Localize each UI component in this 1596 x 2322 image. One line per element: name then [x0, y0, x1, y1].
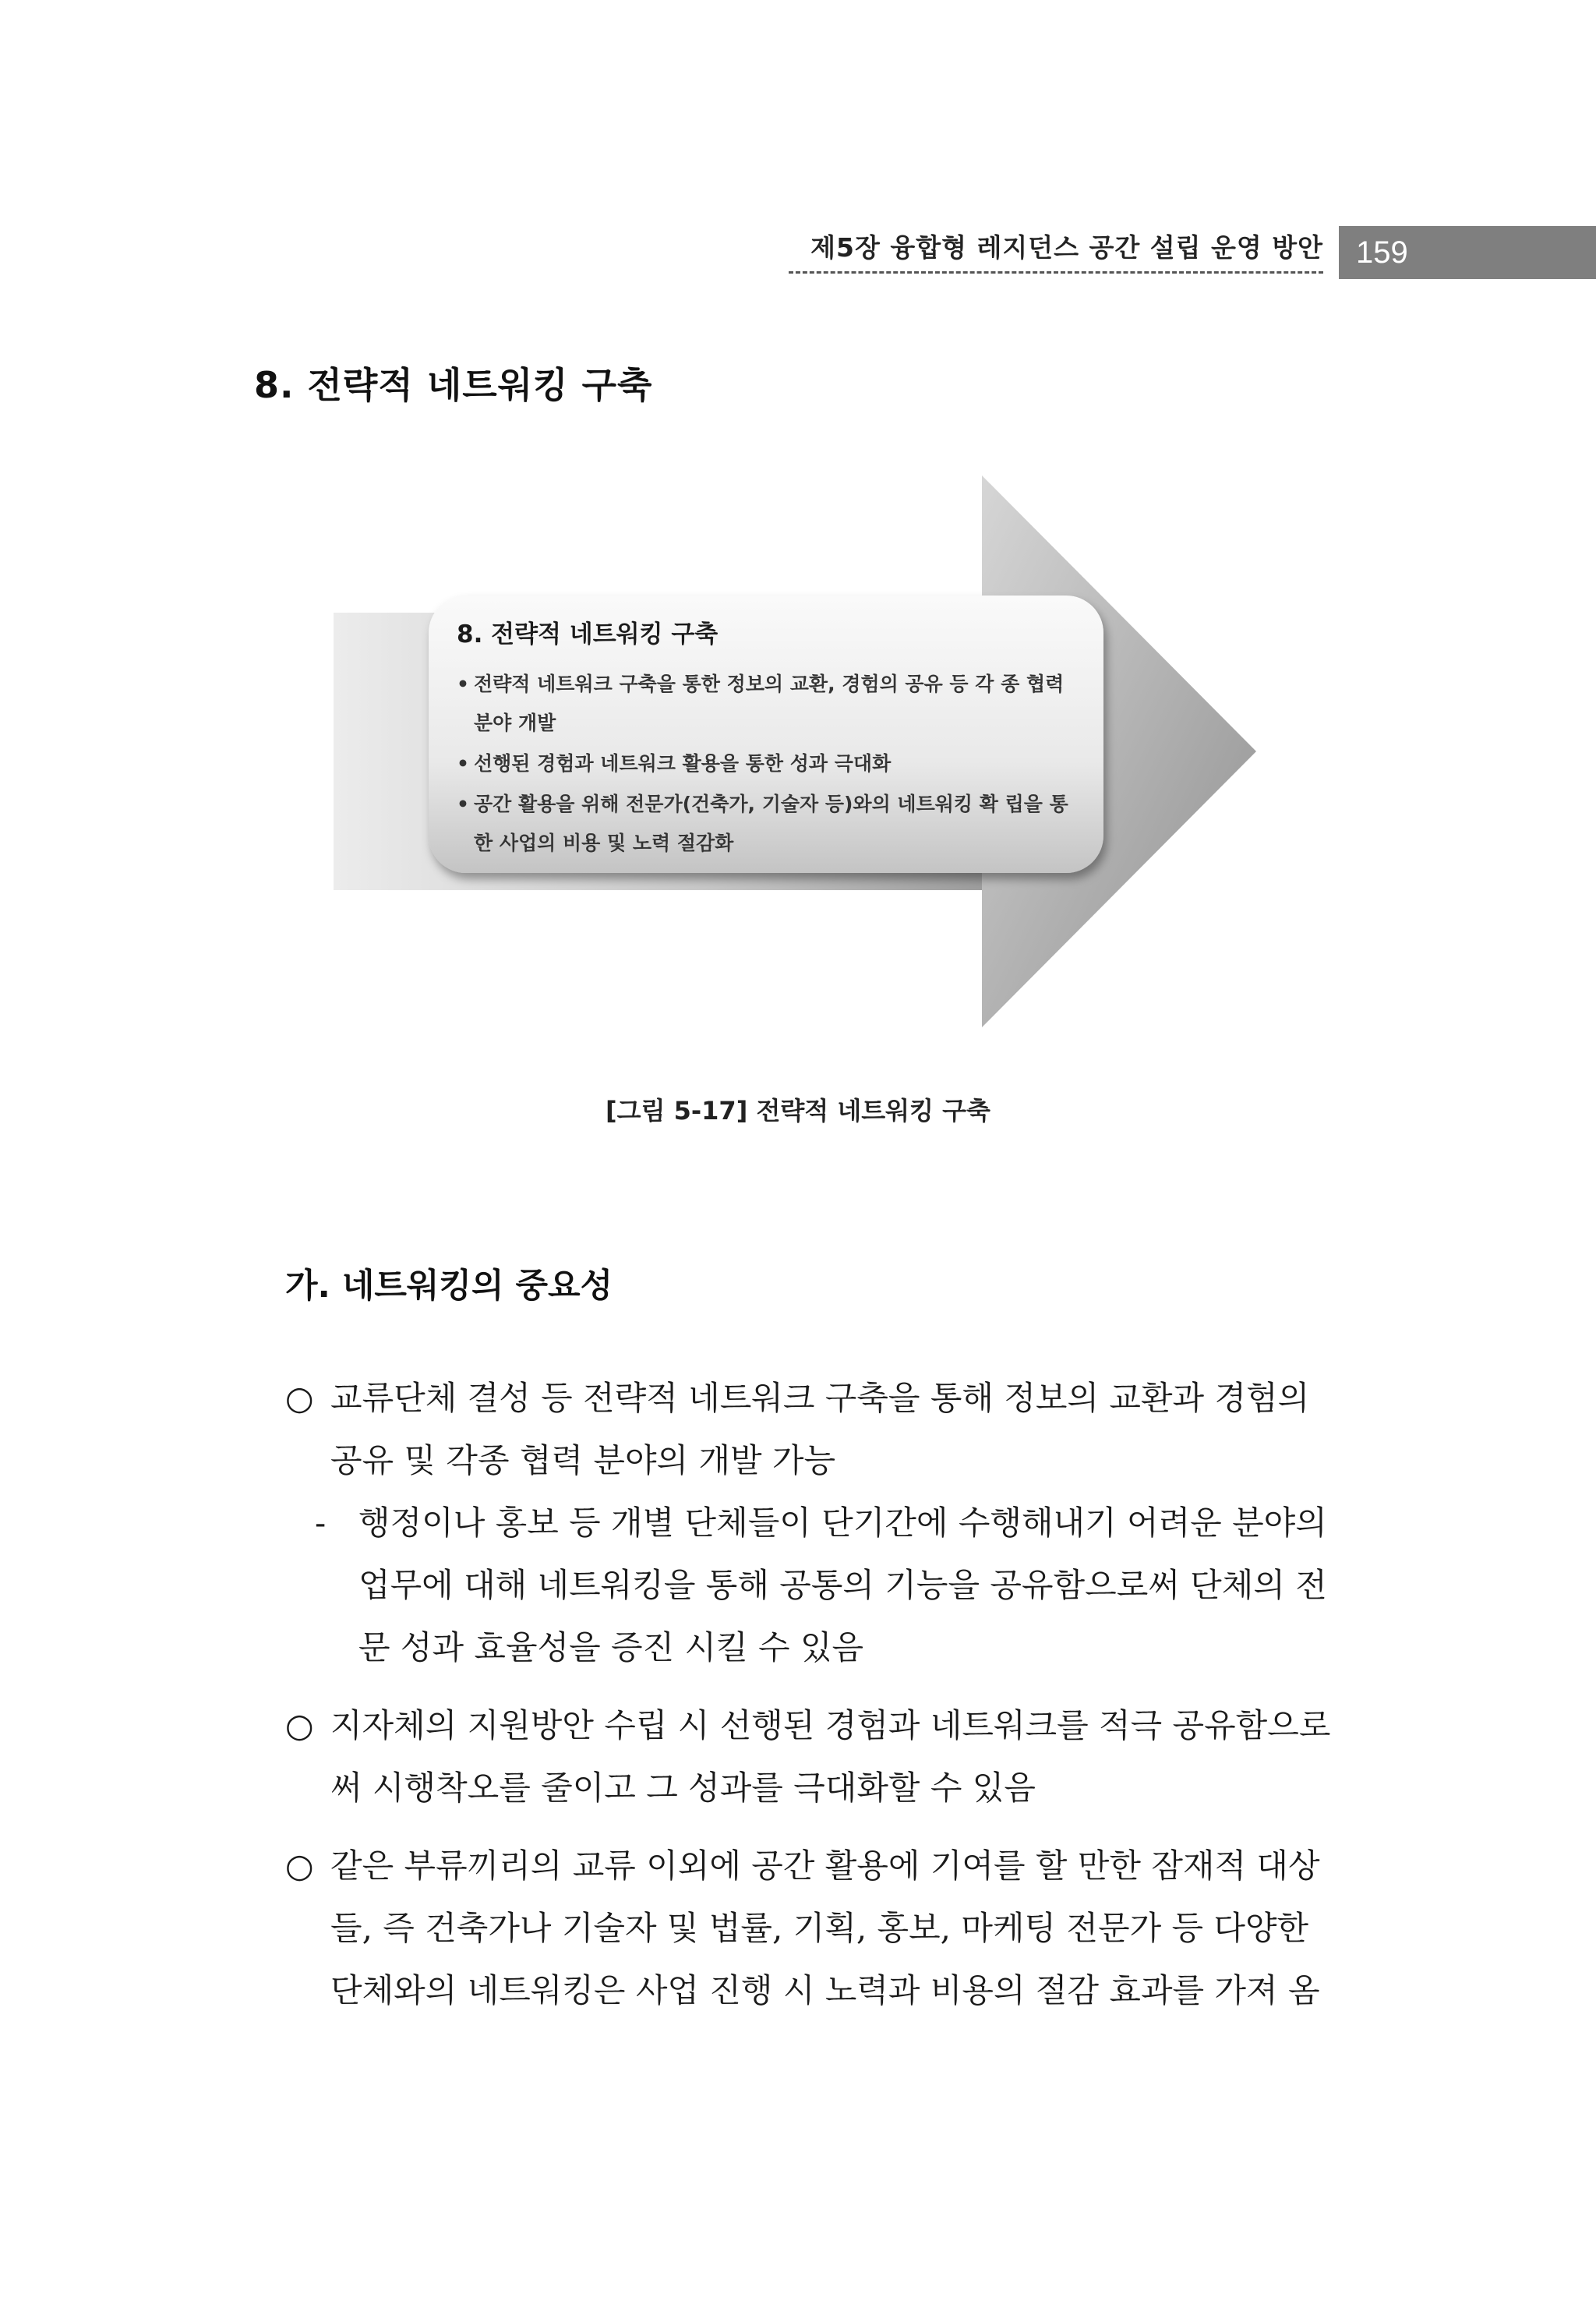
figure-bullet-item [457, 785, 1072, 863]
figure-bullet-item [457, 665, 1072, 743]
figure-strategic-networking [327, 468, 1262, 1037]
paragraph-text: 지자체의 지원방안 수립 시 선행된 경험과 네트워크를 적극 공유함으로써 시행착오를 줄이고 그 성과를 극대화할 수 있음 [330, 1706, 1331, 1807]
bullet-marker: • [457, 673, 469, 695]
bullet-marker: • [457, 752, 469, 775]
dash-bullet-icon: - [315, 1504, 327, 1542]
bullet-marker: • [457, 793, 469, 815]
running-header-title: 제5장 융합형 레지던스 공간 설립 운영 방안 [789, 226, 1323, 274]
circle-bullet-icon: ○ [285, 1706, 314, 1744]
figure-bullet-list [457, 665, 1072, 863]
paragraph-circle [285, 1367, 1345, 1492]
figure-bullet-item [457, 744, 1072, 783]
figure-bullet-text: 전략적 네트워크 구축을 통한 정보의 교환, 경험의 공유 등 각 종 협력 분야 개발 [474, 673, 1065, 734]
figure-box-title: 8. 전략적 네트워킹 구축 [457, 620, 719, 649]
paragraph-text: 교류단체 결성 등 전략적 네트워크 구축을 통해 정보의 교환과 경험의 공유 및 각종 협력 분야의 개발 가능 [330, 1379, 1310, 1479]
figure-bullet-text: 공간 활용을 위해 전문가(건축가, 기술자 등)와의 네트워킹 확 립을 통한 사업의 비용 및 노력 절감화 [474, 793, 1068, 854]
page-number: 159 [1339, 226, 1596, 279]
paragraph-circle [285, 1835, 1345, 2022]
section-title: 8. 전략적 네트워킹 구축 [254, 364, 653, 406]
paragraph-dash [285, 1492, 1345, 1679]
circle-bullet-icon: ○ [285, 1847, 314, 1885]
paragraph-text: 행정이나 홍보 등 개별 단체들이 단기간에 수행해내기 어려운 분야의 업무에 대해 네트워킹을 통해 공통의 기능을 공유함으로써 단체의 전문 성과 효율성을 증진 시킬 수 있음 [358, 1504, 1327, 1666]
circle-bullet-icon: ○ [285, 1379, 314, 1417]
figure-bullet-text: 선행된 경험과 네트워크 활용을 통한 성과 극대화 [474, 752, 892, 775]
figure-box [433, 597, 1099, 873]
figure-caption: [그림 5-17] 전략적 네트워킹 구축 [606, 1096, 990, 1126]
subsection-title: 가. 네트워킹의 중요성 [285, 1267, 613, 1306]
body-text [285, 1367, 1345, 2022]
paragraph-text: 같은 부류끼리의 교류 이외에 공간 활용에 기여를 할 만한 잠재적 대상들, 즉 건축가나 기술자 및 법률, 기획, 홍보, 마케팅 전문가 등 다양한 단체와의 네트워킹은 사업 진행 시 노력과 비용의 절감 효과를 가져 옴 [330, 1847, 1320, 2009]
paragraph-circle [285, 1695, 1345, 1819]
